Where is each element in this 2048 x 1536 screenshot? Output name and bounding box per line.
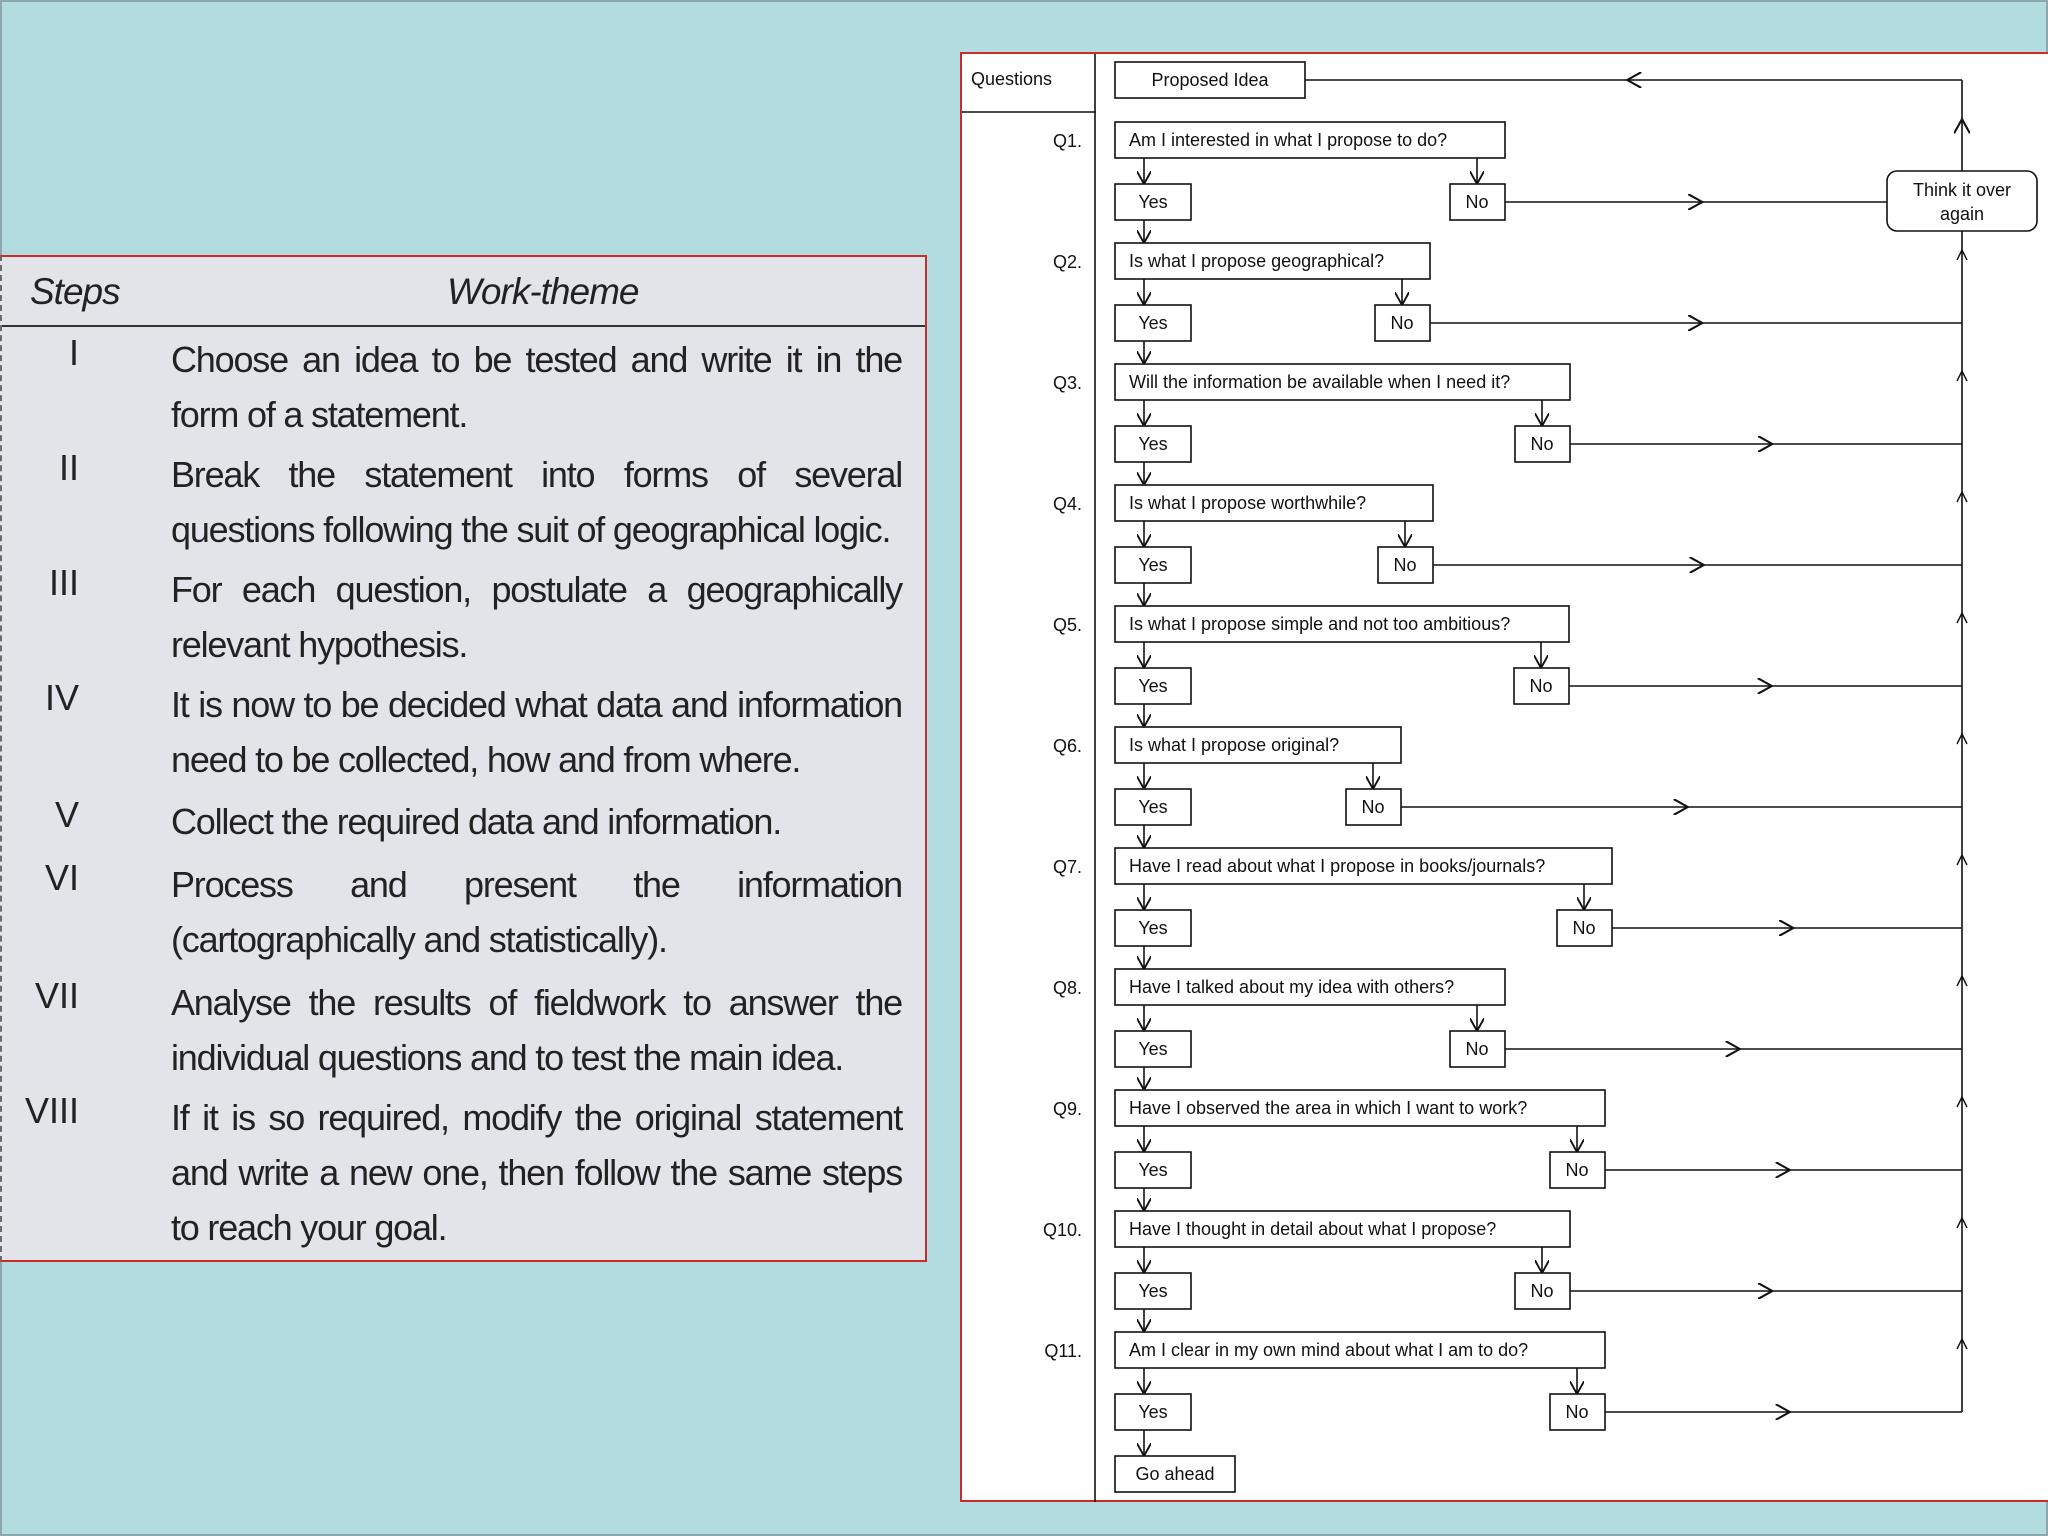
question-number: Q10. bbox=[1042, 1220, 1082, 1240]
yes-label: Yes bbox=[1138, 434, 1168, 454]
yes-label: Yes bbox=[1138, 918, 1168, 938]
step-text: Choose an idea to be tested and write it in the form of a statement. bbox=[171, 339, 902, 435]
yes-label: Yes bbox=[1138, 1160, 1168, 1180]
question-number: Q1. bbox=[1052, 131, 1082, 151]
step-number: VII bbox=[34, 975, 79, 1016]
proposed-idea-label: Proposed Idea bbox=[1151, 70, 1269, 90]
no-label: No bbox=[1361, 797, 1385, 817]
question-text: Have I observed the area in which I want to work? bbox=[1129, 1098, 1528, 1118]
no-label: No bbox=[1565, 1160, 1589, 1180]
no-label: No bbox=[1393, 555, 1417, 575]
step-text: Analyse the results of fieldwork to answer the individual questions and to test the main idea. bbox=[171, 982, 902, 1078]
yes-label: Yes bbox=[1138, 313, 1168, 333]
question-text: Have I read about what I propose in books/journals? bbox=[1129, 856, 1546, 876]
step-text: Collect the required data and information. bbox=[171, 801, 781, 842]
question-number: Q4. bbox=[1052, 494, 1082, 514]
step-text: Process and present the information (cartographically and statistically). bbox=[171, 864, 902, 960]
step-number: IV bbox=[44, 677, 79, 718]
question-number: Q5. bbox=[1052, 615, 1082, 635]
step-number: VIII bbox=[24, 1090, 79, 1131]
step-number: II bbox=[58, 447, 79, 488]
step-number: VI bbox=[44, 857, 79, 898]
no-label: No bbox=[1465, 192, 1489, 212]
question-text: Am I clear in my own mind about what I am to do? bbox=[1129, 1340, 1529, 1360]
question-text: Have I talked about my idea with others? bbox=[1129, 977, 1455, 997]
think-it-over-label: again bbox=[1939, 204, 1985, 224]
yes-label: Yes bbox=[1138, 1402, 1168, 1422]
step-number: III bbox=[48, 562, 79, 603]
flowchart bbox=[962, 54, 2048, 1502]
think-it-over-label: Think it over bbox=[1912, 180, 2012, 200]
header-work-theme: Work-theme bbox=[447, 271, 639, 312]
yes-label: Yes bbox=[1138, 192, 1168, 212]
no-label: No bbox=[1390, 313, 1414, 333]
yes-label: Yes bbox=[1138, 797, 1168, 817]
question-text: Is what I propose original? bbox=[1129, 735, 1340, 755]
yes-label: Yes bbox=[1138, 676, 1168, 696]
question-text: Will the information be available when I need it? bbox=[1129, 372, 1511, 392]
table-header bbox=[2, 257, 925, 327]
step-text: It is now to be decided what data and information need to be collected, how and from where. bbox=[171, 684, 902, 780]
question-number: Q11. bbox=[1044, 1341, 1082, 1361]
flowchart-panel bbox=[960, 52, 2048, 1502]
step-number: I bbox=[68, 332, 79, 373]
no-label: No bbox=[1529, 676, 1553, 696]
question-text: Is what I propose simple and not too ambitious? bbox=[1129, 614, 1511, 634]
question-text: Am I interested in what I propose to do? bbox=[1129, 130, 1448, 150]
step-text: For each question, postulate a geographically relevant hypothesis. bbox=[171, 569, 902, 665]
step-text: If it is so required, modify the original statement and write a new one, then follow the same steps to reach your goal. bbox=[171, 1097, 902, 1248]
step-number: V bbox=[54, 794, 79, 835]
question-number: Q6. bbox=[1052, 736, 1082, 756]
question-number: Q9. bbox=[1052, 1099, 1082, 1119]
question-text: Is what I propose worthwhile? bbox=[1129, 493, 1367, 513]
go-ahead-label: Go ahead bbox=[1135, 1464, 1215, 1484]
yes-label: Yes bbox=[1138, 1281, 1168, 1301]
question-text: Have I thought in detail about what I propose? bbox=[1129, 1219, 1497, 1239]
yes-label: Yes bbox=[1138, 1039, 1168, 1059]
question-number: Q8. bbox=[1052, 978, 1082, 998]
step-text: Break the statement into forms of several questions following the suit of geographical logic. bbox=[171, 454, 902, 550]
header-steps: Steps bbox=[30, 271, 120, 312]
no-label: No bbox=[1565, 1402, 1589, 1422]
yes-label: Yes bbox=[1138, 555, 1168, 575]
question-number: Q2. bbox=[1052, 252, 1082, 272]
no-label: No bbox=[1530, 1281, 1554, 1301]
no-label: No bbox=[1572, 918, 1596, 938]
steps-table bbox=[0, 255, 927, 1262]
question-number: Q3. bbox=[1052, 373, 1082, 393]
no-label: No bbox=[1530, 434, 1554, 454]
questions-header: Questions bbox=[971, 69, 1053, 89]
question-number: Q7. bbox=[1052, 857, 1082, 877]
question-text: Is what I propose geographical? bbox=[1129, 251, 1385, 271]
no-label: No bbox=[1465, 1039, 1489, 1059]
